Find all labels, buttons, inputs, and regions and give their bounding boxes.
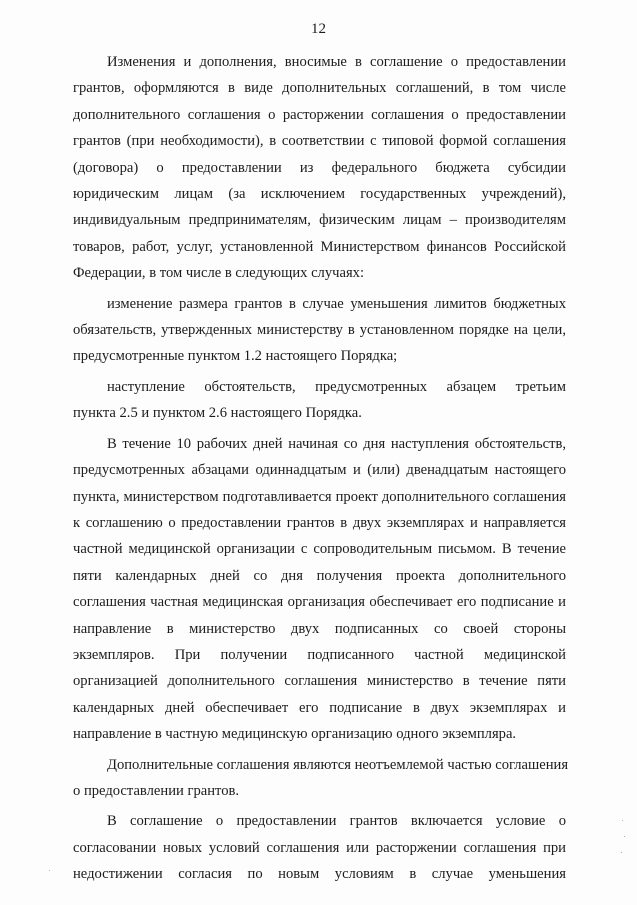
text-line: недостижении согласия по новым условиям в случае уменьшения: [73, 866, 566, 883]
text-line: предусмотренных абзацами одиннадцатым и (или) двенадцатым настоящего: [73, 462, 566, 479]
scan-speck: [622, 820, 623, 821]
text-line: грантов, оформляются в виде дополнительных соглашений, в том числе: [73, 80, 566, 97]
text-line: пункта, министерством подготавливается проект дополнительного соглашения: [73, 488, 566, 505]
text-line: к соглашению о предоставлении грантов в двух экземплярах и направляется: [73, 514, 566, 531]
text-line: В течение 10 рабочих дней начиная со дня наступления обстоятельств,: [107, 435, 566, 452]
text-line: В соглашение о предоставлении грантов включается условие о: [107, 813, 566, 830]
text-line: пункта 2.5 и пунктом 2.6 настоящего Порядка.: [73, 405, 362, 422]
text-line: пяти календарных дней со дня получения проекта дополнительного: [73, 567, 566, 584]
paragraph-circumstances: [73, 374, 566, 427]
scan-speck: [49, 870, 50, 871]
paragraph-grant-reduction: [73, 291, 566, 370]
text-line: юридическим лицам (за исключением государственных учреждений),: [73, 186, 566, 203]
document-body: [73, 49, 569, 888]
text-line: изменение размера грантов в случае уменьшения лимитов бюджетных: [107, 295, 566, 312]
scan-speck: [624, 836, 625, 837]
text-line: обязательств, утвержденных министерству в установленном порядке на цели,: [73, 322, 566, 339]
text-line: направление в частную медицинскую организацию одного экземпляра.: [73, 726, 517, 743]
page-number: 12: [311, 21, 326, 37]
text-line: товаров, работ, услуг, установленной Министерством финансов Российской: [73, 238, 566, 255]
text-line: индивидуальным предпринимателям, физическим лицам – производителям: [73, 212, 566, 229]
text-line: (договора) о предоставлении из федерального бюджета субсидии: [73, 159, 566, 176]
scan-speck: [621, 852, 622, 853]
text-line: Федерации, в том числе в следующих случаях:: [73, 265, 365, 282]
text-line: экземпляров. При получении подписанного частной медицинской: [73, 646, 566, 663]
text-line: предусмотренные пунктом 1.2 настоящего Порядка;: [73, 348, 398, 365]
paragraph-agreement-condition: [73, 808, 566, 887]
text-line: частной медицинской организации с сопроводительным письмом. В течение: [73, 541, 566, 558]
text-line: соглашения частная медицинская организация обеспечивает его подписание и: [73, 594, 566, 611]
text-line: о предоставлении грантов.: [73, 782, 240, 799]
text-line: направление в министерство двух подписанных со своей стороны: [73, 620, 566, 637]
text-line: Дополнительные соглашения являются неотъемлемой частью соглашения: [107, 756, 569, 773]
paragraph-integral-part: [73, 752, 569, 805]
text-line: грантов (при необходимости), в соответствии с типовой формой соглашения: [73, 133, 566, 150]
text-line: дополнительного соглашения о расторжении соглашения о предоставлении: [73, 106, 566, 123]
text-line: организацией дополнительного соглашения министерство в течение пяти: [73, 673, 566, 690]
text-line: согласовании новых условий соглашения или расторжении соглашения при: [73, 839, 566, 856]
paragraph-ten-days-procedure: [73, 431, 566, 748]
text-line: Изменения и дополнения, вносимые в соглашение о предоставлении: [107, 54, 566, 70]
text-line: календарных дней обеспечивает его подписание в двух экземплярах и: [73, 699, 566, 716]
paragraph-amendments-intro: [73, 49, 566, 287]
text-line: наступление обстоятельств, предусмотренных абзацем третьим: [107, 378, 566, 395]
